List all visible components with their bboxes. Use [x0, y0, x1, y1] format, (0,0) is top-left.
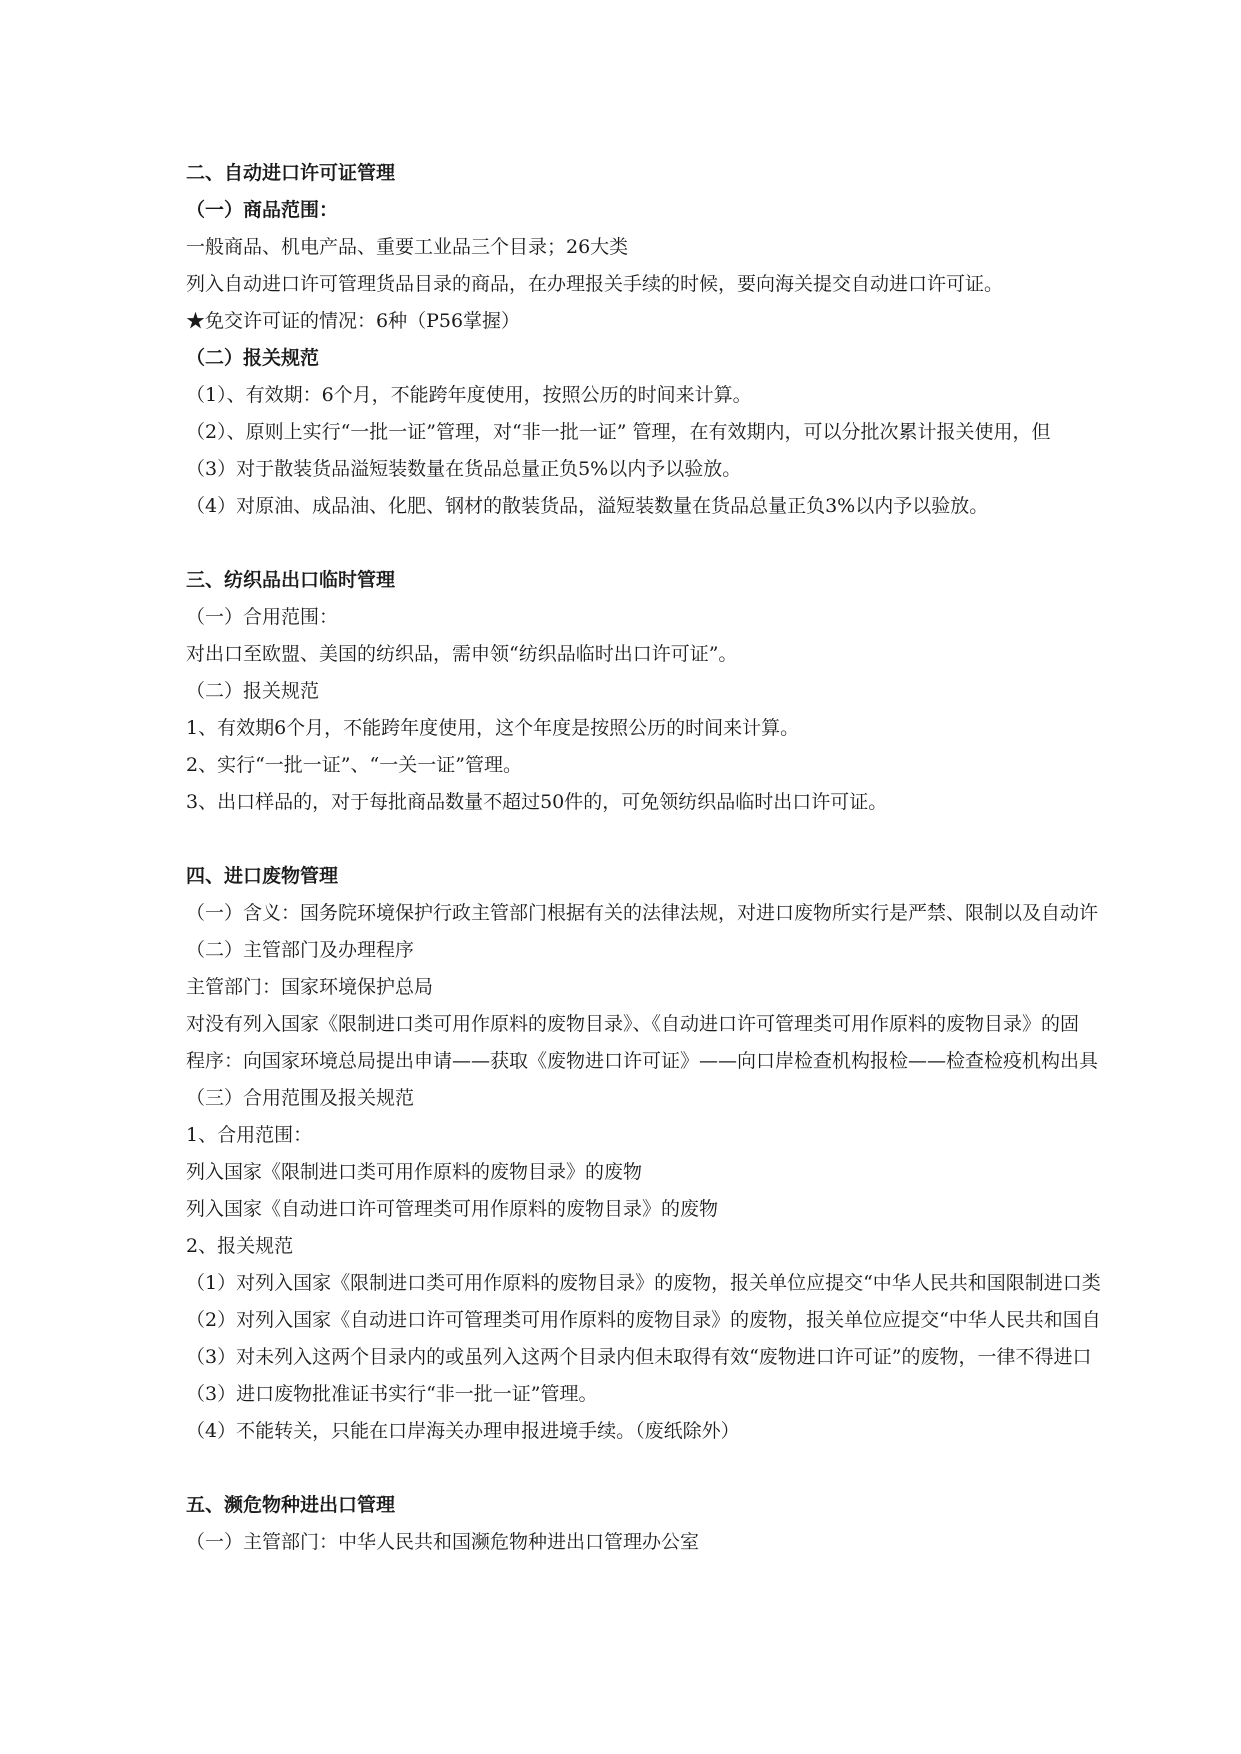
text-line: 程序：向国家环境总局提出申请——获取《废物进口许可证》——向口岸检查机构报检——检查检疫机构出具: [186, 1050, 1099, 1072]
text-line: （4）不能转关，只能在口岸海关办理申报进境手续。（废纸除外）: [186, 1420, 740, 1442]
section: [186, 858, 1241, 1450]
text-line: 3、出口样品的，对于每批商品数量不超过50件的，可免领纺织品临时出口许可证。: [186, 791, 888, 813]
text-line: （4）对原油、成品油、化肥、钢材的散装货品，溢短装数量在货品总量正负3%以内予以验放。: [186, 495, 989, 517]
text-line: 2、实行“一批一证”、“一关一证”管理。: [186, 754, 522, 776]
text-line: 2、报关规范: [186, 1235, 294, 1257]
text-line: （二）报关规范: [186, 680, 320, 702]
text-line: ★免交许可证的情况：6种（P56掌握）: [186, 310, 521, 332]
text-line: （3）对于散装货品溢短装数量在货品总量正负5%以内予以验放。: [186, 458, 742, 480]
text-line: （2）、原则上实行“一批一证”管理，对“非一批一证” 管理，在有效期内，可以分批次累计报关使用，但: [186, 421, 1051, 443]
section: [186, 562, 1241, 821]
text-line: （1）、有效期：6个月，不能跨年度使用，按照公历的时间来计算。: [186, 384, 752, 406]
document-body: [186, 155, 1241, 1561]
text-line: （3）对未列入这两个目录内的或虽列入这两个目录内但未取得有效“废物进口许可证”的废物，一律不得进口: [186, 1346, 1092, 1368]
text-line: （2）对列入国家《自动进口许可管理类可用作原料的废物目录》的废物，报关单位应提交“中华人民共和国自: [186, 1309, 1101, 1331]
section-spacer: [186, 821, 1241, 858]
section-spacer: [186, 1450, 1241, 1487]
text-line: （1）对列入国家《限制进口类可用作原料的废物目录》的废物，报关单位应提交“中华人民共和国限制进口类: [186, 1272, 1101, 1294]
text-line: （一）合用范围：: [186, 606, 339, 628]
text-line: 一般商品、机电产品、重要工业品三个目录；26大类: [186, 236, 629, 258]
text-line: 1、有效期6个月，不能跨年度使用，这个年度是按照公历的时间来计算。: [186, 717, 800, 739]
text-line: 列入自动进口许可管理货品目录的商品，在办理报关手续的时候，要向海关提交自动进口许可证。: [186, 273, 1004, 295]
section-heading: 五、濒危物种进出口管理: [186, 1494, 396, 1516]
section-heading: 二、自动进口许可证管理: [186, 162, 396, 184]
text-line: （三）合用范围及报关规范: [186, 1087, 415, 1109]
text-line: 1、合用范围：: [186, 1124, 313, 1146]
subheading: （二）报关规范: [186, 347, 320, 369]
subheading: （一）商品范围：: [186, 199, 339, 221]
text-line: （二）主管部门及办理程序: [186, 939, 415, 961]
section-heading: 四、进口废物管理: [186, 865, 339, 887]
text-line: （3）进口废物批准证书实行“非一批一证”管理。: [186, 1383, 598, 1405]
section-heading: 三、纺织品出口临时管理: [186, 569, 396, 591]
section: [186, 1487, 1241, 1561]
text-line: 对没有列入国家《限制进口类可用作原料的废物目录》、《自动进口许可管理类可用作原料的废物目录》的固: [186, 1013, 1080, 1035]
text-line: 列入国家《自动进口许可管理类可用作原料的废物目录》的废物: [186, 1198, 719, 1220]
text-line: （一）含义：国务院环境保护行政主管部门根据有关的法律法规，对进口废物所实行是严禁、限制以及自动许: [186, 902, 1099, 924]
text-line: （一）主管部门：中华人民共和国濒危物种进出口管理办公室: [186, 1531, 700, 1553]
text-line: 主管部门：国家环境保护总局: [186, 976, 434, 998]
section-spacer: [186, 525, 1241, 562]
text-line: 对出口至欧盟、美国的纺织品，需申领“纺织品临时出口许可证”。: [186, 643, 738, 665]
section: [186, 155, 1241, 525]
text-line: 列入国家《限制进口类可用作原料的废物目录》的废物: [186, 1161, 643, 1183]
